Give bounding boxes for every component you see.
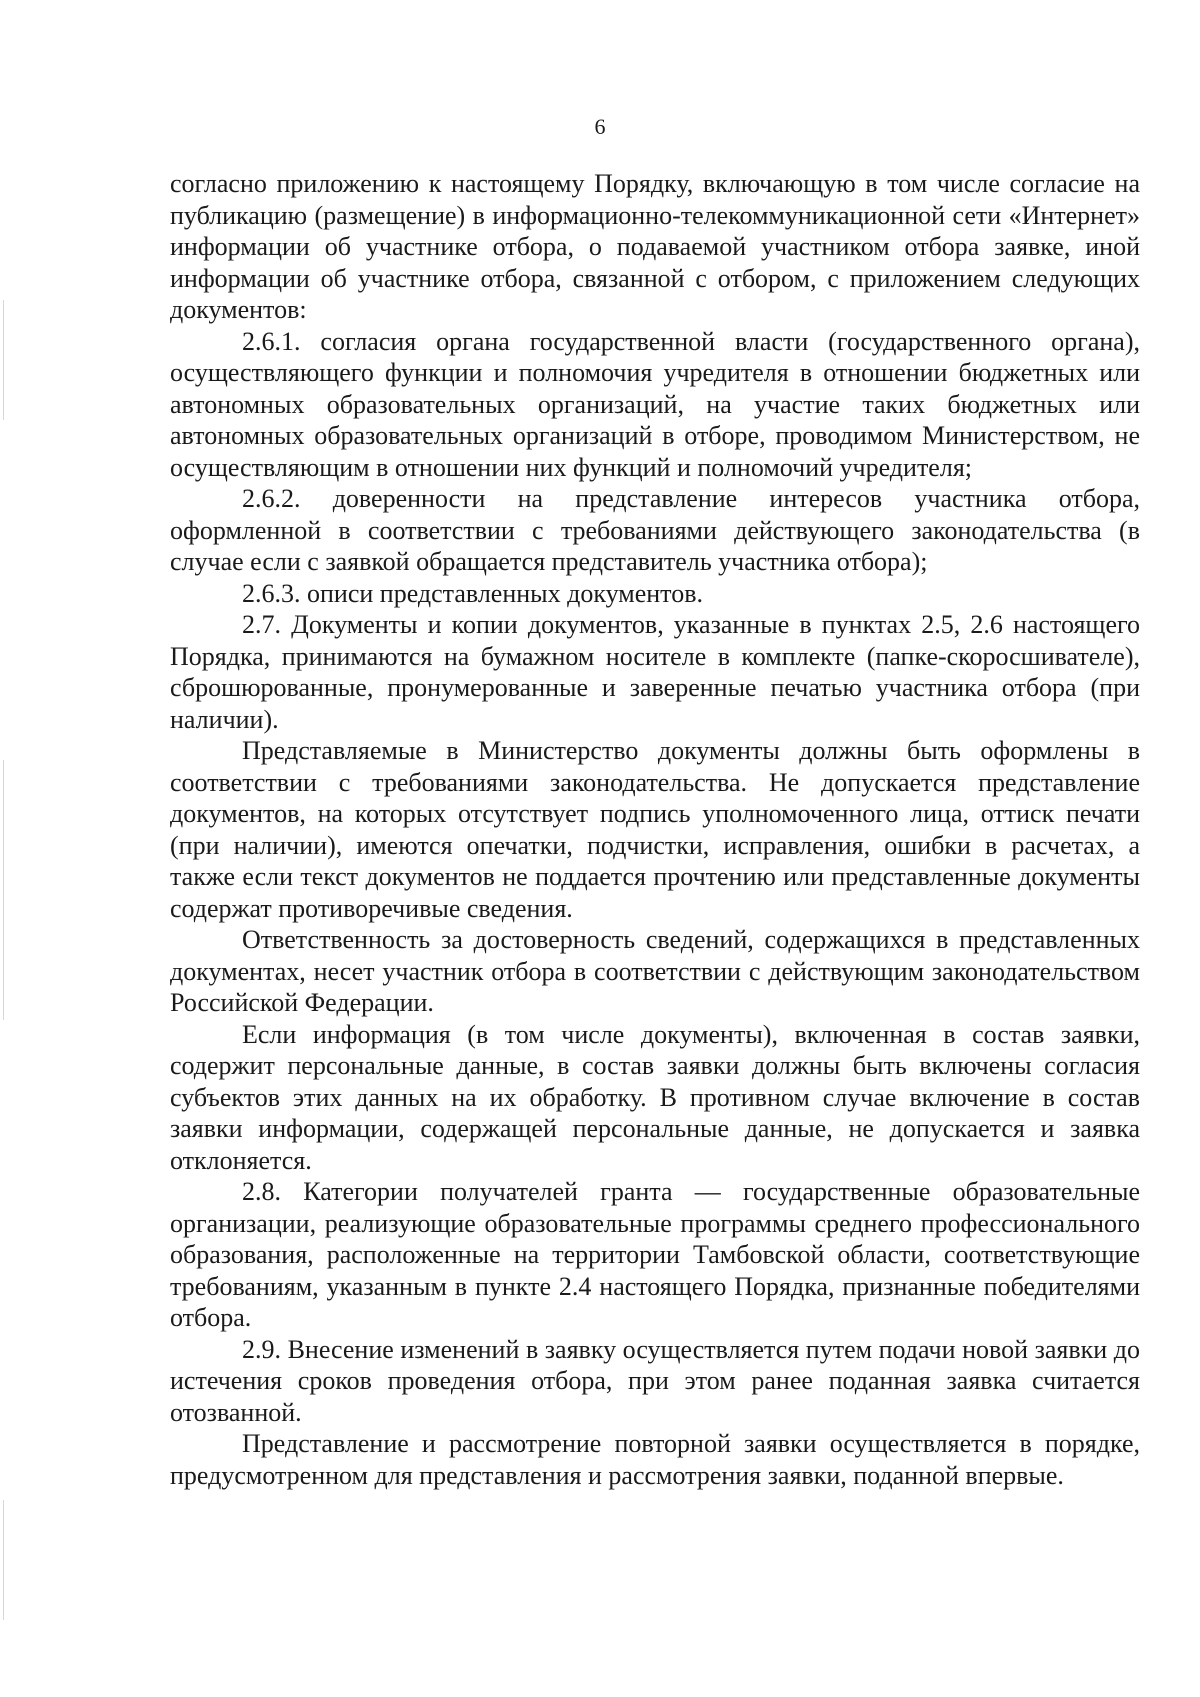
paragraph-repeat-application: Представление и рассмотрение повторной заявки осуществляется в порядке, предусмотренном для представления и рассмотрения заявки, поданной впервые. [170,1429,1140,1490]
paragraph-2-9: 2.9. Внесение изменений в заявку осуществляется путем подачи новой заявки до истечения сроков проведения отбора, при этом ранее поданная заявка считается отозванной. [170,1334,1140,1427]
paragraph-2-6-1: 2.6.1. согласия органа государственной власти (государственного органа), осуществляющего функции и полномочия учредителя в отношении бюджетных или автономных образовательных организаций, на участие таких бюджетных или автономных образовательных организаций в отборе, проводимом Министерством, не осуществляющим в отношении них функций и полномочий учредителя; [170,326,1140,482]
paragraph-2-6-3: 2.6.3. описи представленных документов. [242,578,703,608]
paragraph-2-6-2: 2.6.2. доверенности на представление интересов участника отбора, оформленной в соответствии с требованиями действующего законодательства (в случае если с заявкой обращается представитель участника отбора); [170,484,1140,576]
page-number: 6 [594,114,606,139]
paragraph-2-8: 2.8. Категории получателей гранта — государственные образовательные организации, реализующие образовательные программы среднего профессионального образования, расположенные на территории Тамбовской области, соответствующие требованиям, указанным в пункте 2.4 настоящего Порядка, признанные победителями отбора. [170,1177,1140,1332]
scan-edge-mark [3,1500,4,1620]
scan-edge-mark [3,760,4,1020]
scan-edge-mark [3,300,4,420]
paragraph-consent-list-intro: согласно приложению к настоящему Порядку, включающую в том числе согласие на публикацию (размещение) в информационно-телекоммуникационной сети «Интернет» информации об участнике отбора, о подаваемой участником отбора заявке, иной информации об участнике отбора, связанной с отбором, с приложением следующих документов: [170,169,1140,324]
paragraph-2-7: 2.7. Документы и копии документов, указанные в пунктах 2.5, 2.6 настоящего Порядка, принимаются на бумажном носителе в комплекте (папке-скоросшивателе), сброшюрованные, пронумерованные и заверенные печатью участника отбора (при наличии). [170,610,1140,734]
paragraph-personal-data: Если информация (в том числе документы), включенная в состав заявки, содержит персональные данные, в состав заявки должны быть включены согласия субъектов этих данных на их обработку. В противном случае включение в состав заявки информации, содержащей персональные данные, не допускается и заявка отклоняется. [170,1019,1140,1175]
paragraph-responsibility: Ответственность за достоверность сведений, содержащихся в представленных документах, несет участник отбора в соответствии с действующим законодательством Российской Федерации. [170,925,1140,1017]
document-body [170,168,1140,1491]
paragraph-document-requirements: Представляемые в Министерство документы должны быть оформлены в соответствии с требованиями законодательства. Не допускается представление документов, на которых отсутствует подпись уполномоченного лица, оттиск печати (при наличии), имеются опечатки, подчистки, исправления, ошибки в расчетах, а также если текст документов не поддается прочтению или представленные документы содержат противоречивые сведения. [170,736,1140,923]
